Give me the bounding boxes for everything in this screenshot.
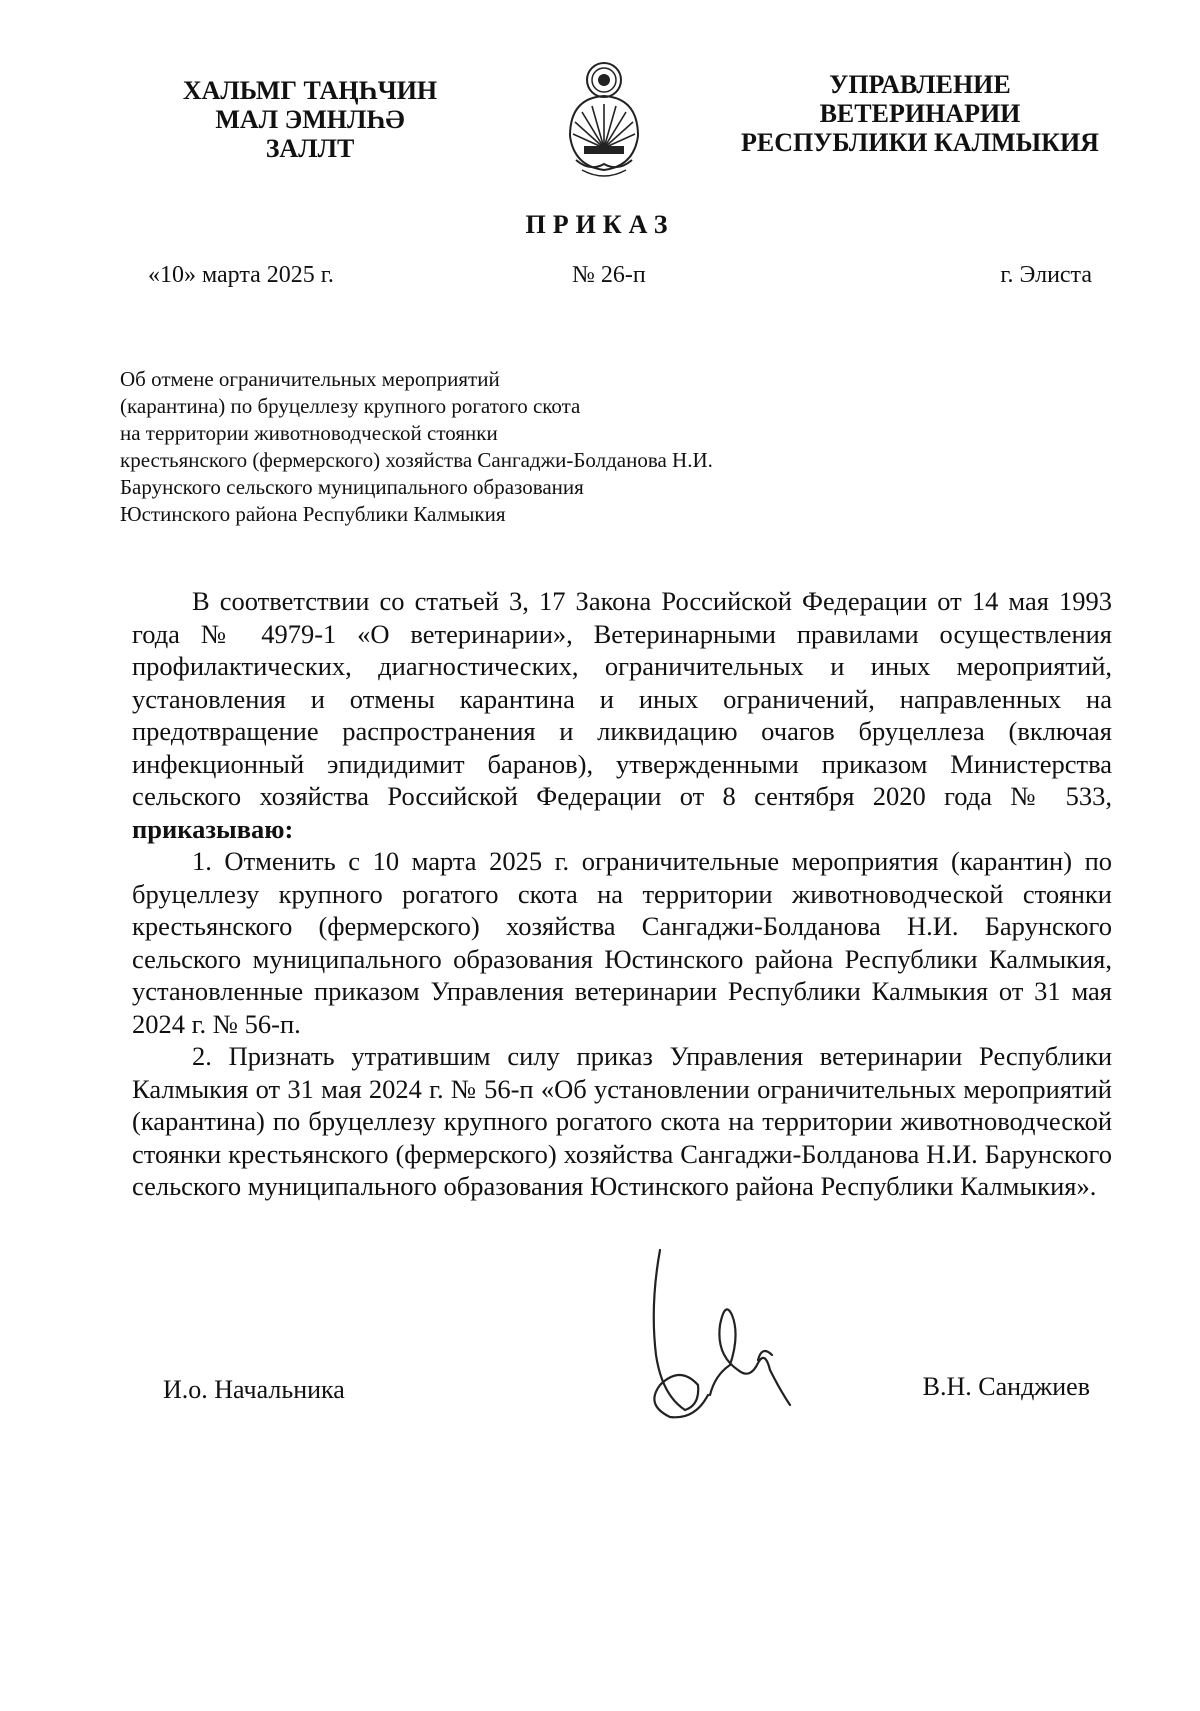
body-item-1: 1. Отменить с 10 марта 2025 г. ограничительные мероприятия (карантин) по бруцеллезу крупного рогатого скота на территории животноводческой стоянки крестьянского (фермерского) хозяйства Сангаджи-Болданова Н.И. Барунского сельского муниципального образования Юстинского района Республики Калмыкия, установленные приказом Управления ветеринарии Республики Калмыкия от 31 мая 2024 г. № 56-п. bbox=[132, 846, 1112, 1039]
signatory-name: В.Н. Санджиев bbox=[922, 1372, 1090, 1401]
header-russian-line: РЕСПУБЛИКИ КАЛМЫКИЯ bbox=[741, 128, 1099, 157]
kalmykia-emblem-icon bbox=[562, 58, 646, 182]
order-number: № 26-п bbox=[572, 262, 646, 288]
order-city: г. Элиста bbox=[1000, 262, 1092, 288]
header-russian-line: ВЕТЕРИНАРИИ bbox=[819, 99, 1021, 128]
document-title: ПРИКАЗ bbox=[525, 210, 675, 239]
header-kalmyk bbox=[140, 76, 480, 163]
subject-line: (карантина) по бруцеллезу крупного рогатого скота bbox=[120, 394, 581, 418]
body-order-word: приказываю: bbox=[132, 813, 294, 844]
subject-line: Юстинского района Республики Калмыкия bbox=[120, 502, 506, 526]
subject-line: крестьянского (фермерского) хозяйства Сангаджи-Болданова Н.И. bbox=[120, 448, 713, 472]
signatory-position: И.о. Начальника bbox=[163, 1375, 345, 1404]
header-russian bbox=[700, 70, 1140, 157]
body-intro-paragraph bbox=[132, 585, 1112, 845]
header-kalmyk-line: МАЛ ЭМНЛҺӘ bbox=[215, 105, 405, 134]
header-russian-line: УПРАВЛЕНИЕ bbox=[829, 70, 1011, 99]
handwritten-signature-icon bbox=[640, 1245, 810, 1420]
subject-line: Барунского сельского муниципального образования bbox=[120, 475, 584, 499]
subject-line: Об отмене ограничительных мероприятий bbox=[120, 367, 500, 391]
body-item-2: 2. Признать утратившим силу приказ Управления ветеринарии Республики Калмыкия от 31 мая 2024 г. № 56-п «Об установлении ограничительных мероприятий (карантина) по бруцеллезу крупного рогатого скота на территории животноводческой стоянки крестьянского (фермерского) хозяйства Сангаджи-Болданова Н.И. Барунского сельского муниципального образования Юстинского района Республики Калмыкия». bbox=[132, 1041, 1112, 1201]
header-kalmyk-line: ЗАЛЛТ bbox=[265, 134, 355, 163]
order-date: «10» марта 2025 г. bbox=[148, 262, 334, 288]
order-subject bbox=[120, 366, 713, 528]
body-intro-text: В соответствии со статьей 3, 17 Закона Российской Федерации от 14 мая 1993 года № 4979-1 «О ветеринарии», Ветеринарными правилами осуществления профилактических, диагностических, ограничительных и иных мероприятий, установления и отмены карантина и иных ограничений, направленных на предотвращение распространения и ликвидацию очагов бруцеллеза (включая инфекционный эпидидимит баранов), утвержденными приказом Министерства сельского хозяйства Российской Федерации от 8 сентября 2020 года № 533, bbox=[132, 586, 1112, 811]
order-body bbox=[132, 585, 1112, 1203]
header-kalmyk-line: ХАЛЬМГ ТАҢҺЧИН bbox=[182, 76, 438, 105]
subject-line: на территории животноводческой стоянки bbox=[120, 421, 498, 445]
